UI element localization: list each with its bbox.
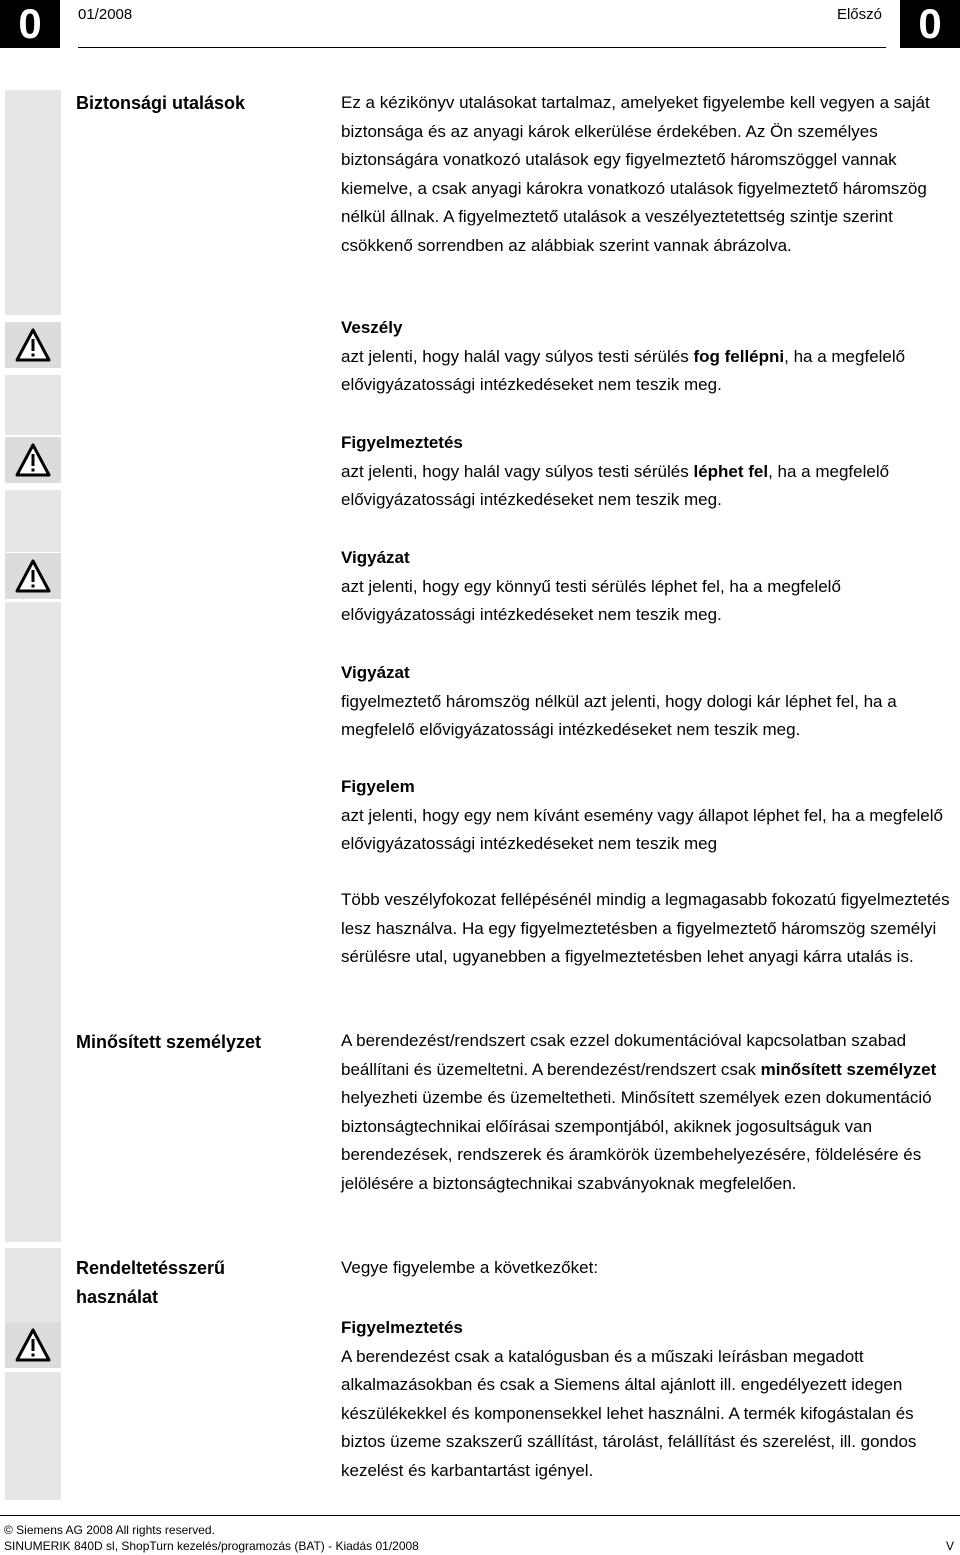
danger-title: Veszély	[341, 318, 403, 337]
header-section-title: Előszó	[836, 6, 882, 23]
margin-bar	[5, 1372, 61, 1500]
notice-title: Figyelem	[341, 777, 415, 796]
caution-title: Vigyázat	[341, 548, 410, 567]
caution-no-triangle-block	[341, 659, 957, 745]
warning-text-post: , ha a megfelelő elővigyázatossági intézkedéseket nem teszik meg.	[341, 461, 890, 509]
warning-triangle-icon	[5, 553, 61, 599]
multiple-levels-text: Több veszélyfokozat fellépésénél mindig a legmagasabb fokozatú figyelmeztetés lesz használva. Ha egy figyelmeztetésben a figyelmeztető háromszög személyi sérülésre utal, ugyanebben a figyelmeztetésben lehet anyagi kárra utalás is.	[341, 890, 950, 966]
qualified-block	[341, 1027, 957, 1198]
margin-bar	[5, 602, 61, 1242]
danger-text-bold: fog fellépni	[693, 346, 785, 366]
qualified-text-post: helyezheti üzembe és üzemeltetheti. Minősített személyek ezen dokumentáció biztonságtechnikai előírásai szempontjából, akiknek jogosultságuk van berendezések, rendszerek és áramkörök üzembehelyezésére, földelésére és jelölésére a biztonságtechnikai szabványoknak megfelelően.	[341, 1088, 932, 1193]
caution-no-triangle-title: Vigyázat	[341, 663, 410, 682]
warning-triangle-icon	[5, 437, 61, 483]
caution-no-triangle-text: figyelmeztető háromszög nélkül azt jelenti, hogy dologi kár léphet fel, ha a megfelelő elővigyázatossági intézkedéseket nem teszik meg.	[341, 691, 897, 739]
margin-bar	[5, 375, 61, 435]
footer-rule	[0, 1515, 960, 1516]
notice-block	[341, 773, 957, 859]
qualified-text	[341, 1027, 957, 1198]
multiple-levels-block	[341, 886, 957, 972]
warning-text-bold: léphet fel	[693, 461, 769, 481]
margin-bar	[5, 1248, 61, 1322]
safety-intro	[341, 89, 957, 260]
warning-title: Figyelmeztetés	[341, 433, 463, 452]
warning-block	[341, 429, 957, 515]
intended-use-warning-text: A berendezést csak a katalógusban és a műszaki leírásban megadott alkalmazásokban és csak a Siemens által ajánlott ill. engedélyezett idegen készülékekkel és komponensekkel lehet használni. A termék kifogástalan és biztos üzeme szakszerű szállítást, tárolást, felállítást és szerelést, ill. gondos kezelést és karbantartást igényel.	[341, 1346, 917, 1480]
intended-use-warning-title: Figyelmeztetés	[341, 1318, 463, 1337]
danger-text-post: , ha a megfelelő elővigyázatossági intézkedéseket nem teszik meg.	[341, 346, 906, 394]
footer-document-title: SINUMERIK 840D sl, ShopTurn kezelés/programozás (BAT) - Kiadás 01/2008	[4, 1539, 419, 1553]
warning-text	[341, 458, 957, 515]
margin-bar	[5, 90, 61, 315]
warning-text-pre: azt jelenti, hogy halál vagy súlyos testi sérülés	[341, 461, 694, 481]
header-date: 01/2008	[78, 6, 133, 23]
safety-heading: Biztonsági utalások	[76, 93, 246, 113]
chapter-number-right: 0	[900, 0, 960, 48]
warning-triangle-icon	[5, 1322, 61, 1368]
margin-bar	[5, 490, 61, 552]
caution-text: azt jelenti, hogy egy könnyű testi sérülés léphet fel, ha a megfelelő elővigyázatossági intézkedéseket nem teszik meg.	[341, 576, 841, 624]
chapter-number-left: 0	[0, 0, 60, 48]
danger-text	[341, 343, 957, 400]
intended-use-lead: Vegye figyelembe a következőket:	[341, 1258, 599, 1277]
intended-use-heading: Rendeltetésszerű használat	[76, 1258, 226, 1307]
qualified-text-bold: minősített személyzet	[760, 1059, 937, 1079]
qualified-text-pre: A berendezést/rendszert csak ezzel dokumentációval kapcsolatban szabad beállítani és üzemeltetni. A berendezést/rendszert csak	[341, 1031, 907, 1079]
danger-text-pre: azt jelenti, hogy halál vagy súlyos testi sérülés	[341, 346, 694, 366]
intended-use-lead-block	[341, 1254, 957, 1283]
notice-text: azt jelenti, hogy egy nem kívánt esemény vagy állapot léphet fel, ha a megfelelő elővigyázatossági intézkedéseket nem teszik meg	[341, 805, 943, 853]
footer-page-number: V	[945, 1539, 954, 1553]
qualified-heading: Minősített személyzet	[76, 1032, 262, 1052]
intended-use-warning-block	[341, 1314, 957, 1485]
header-rule	[78, 47, 886, 48]
footer-copyright: © Siemens AG 2008 All rights reserved.	[4, 1523, 215, 1537]
safety-intro-text: Ez a kézikönyv utalásokat tartalmaz, amelyeket figyelembe kell vegyen a saját biztonsága és az anyagi károk elkerülése érdekében. Az Ön személyes biztonságára vonatkozó utalások egy figyelmeztető háromszöggel vannak kiemelve, a csak anyagi károkra vonatkozó utalások figyelmeztető háromszög nélkül állnak. A figyelmeztető utalások a veszélyeztetettség szintje szerint csökkenő sorrendben az alábbiak szerint vannak ábrázolva.	[341, 93, 930, 255]
caution-block	[341, 544, 957, 630]
danger-block	[341, 314, 957, 400]
warning-triangle-icon	[5, 322, 61, 368]
